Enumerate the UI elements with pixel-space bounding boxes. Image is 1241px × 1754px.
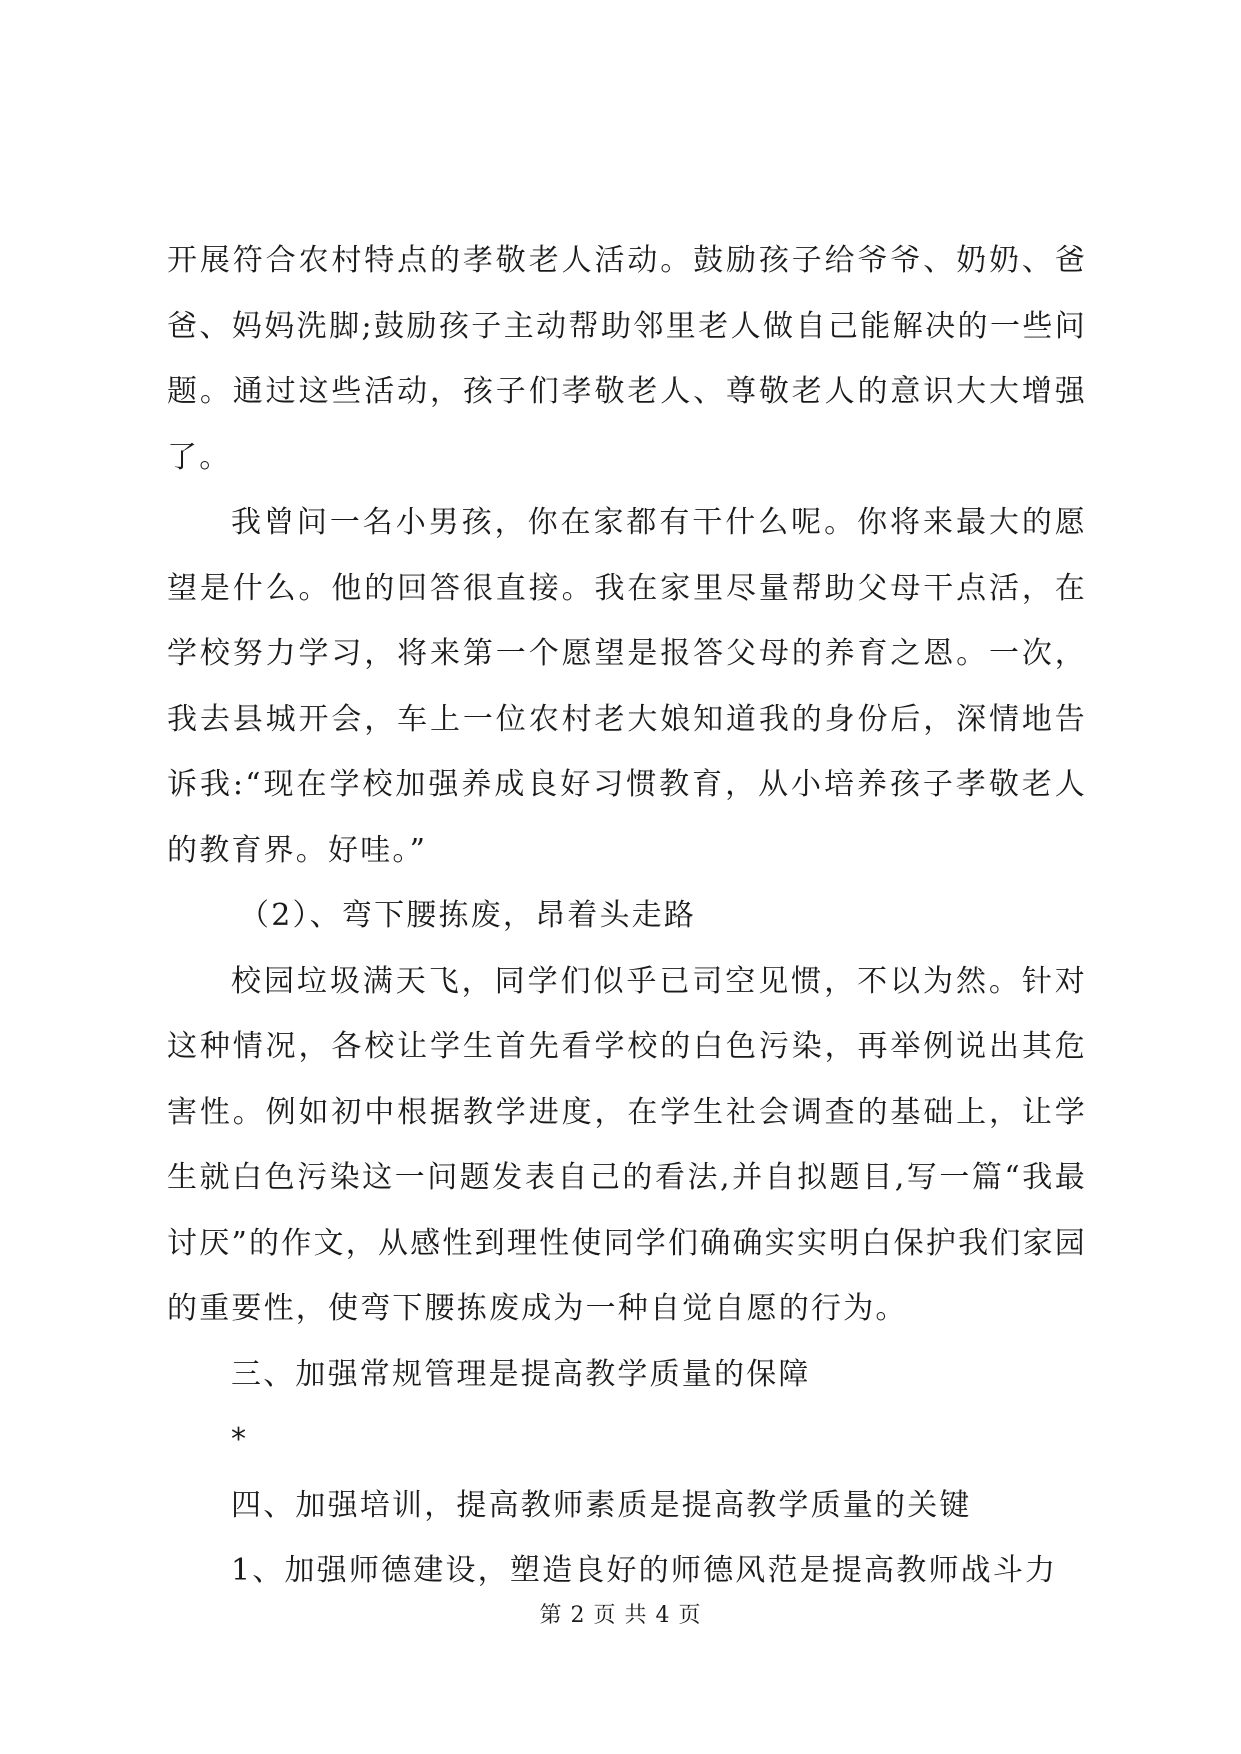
page-number-footer: 第 2 页 共 4 页 <box>539 1603 702 1628</box>
paragraph-boy-anecdote: 我曾问一名小男孩，你在家都有干什么呢。你将来最大的愿望是什么。他的回答很直接。我在家里尽量帮助父母干点活，在学校努力学习，将来第一个愿望是报答父母的养育之恩。一次，我去县城开会，车上一位农村老大娘知道我的身份后，深情地告诉我:“现在学校加强养成良好习惯教育，从小培养孩子孝敬老人的教育界。好哇。” <box>167 505 1087 868</box>
subheading-bend-down: （2）、弯下腰拣废，昂着头走路 <box>239 898 697 933</box>
paragraph-teacher-ethics: 1、加强师德建设，塑造良好的师德风范是提高教师战斗力 <box>231 1553 1058 1588</box>
document-body <box>167 228 1087 1604</box>
paragraph-campus-litter: 校园垃圾满天飞，同学们似乎已司空见惯，不以为然。针对这种情况，各校让学生首先看学校的白色污染，再举例说出其危害性。例如初中根据教学进度，在学生社会调查的基础上，让学生就白色污染这一问题发表自己的看法,并自拟题目,写一篇“我最讨厌”的作文，从感性到理性使同学们确确实实明白保护我们家园的重要性，使弯下腰拣废成为一种自觉自愿的行为。 <box>167 963 1087 1326</box>
heading-section-three: 三、加强常规管理是提高教学质量的保障 <box>231 1356 811 1392</box>
heading-section-four: 四、加强培训，提高教师素质是提高教学质量的关键 <box>231 1487 972 1523</box>
paragraph-filial-activities: 开展符合农村特点的孝敬老人活动。鼓励孩子给爷爷、奶奶、爸爸、妈妈洗脚;鼓励孩子主动帮助邻里老人做自己能解决的一些问题。通过这些活动，孩子们孝敬老人、尊敬老人的意识大大增强了。 <box>167 243 1087 475</box>
asterisk-placeholder: * <box>231 1422 246 1457</box>
